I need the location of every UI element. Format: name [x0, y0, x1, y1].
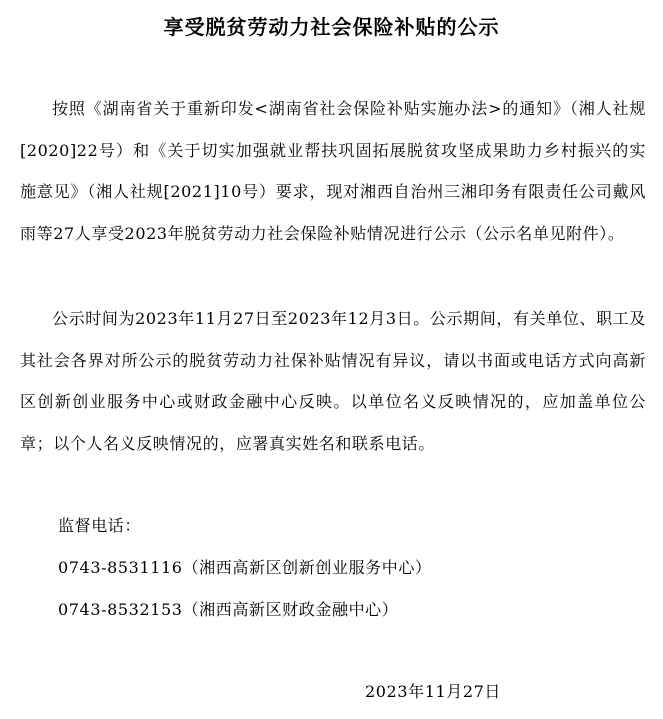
document-title: 享受脱贫劳动力社会保险补贴的公示 — [163, 15, 500, 39]
paragraph-basis: 按照《湖南省关于重新印发<湖南省社会保险补贴实施办法>的通知》（湘人社规[2020]22号）和《关于切实加强就业帮扶巩固拓展脱贫攻坚成果助力乡村振兴的实施意见》（湘人社规[2021]10号）要求，现对湘西自治州三湘印务有限责任公司戴风雨等27人享受2023年脱贫劳动力社会保险补贴情况进行公示（公示名单见附件）。 — [20, 99, 646, 243]
supervision-label: 监督电话： — [58, 516, 142, 535]
phone-line-finance-center: 0743-8532153（湘西高新区财政金融中心） — [58, 600, 399, 619]
issue-date: 2023年11月27日 — [365, 682, 502, 701]
phone-line-innovation-center: 0743-8531116（湘西高新区创新创业服务中心） — [58, 558, 432, 577]
paragraph-period: 公示时间为2023年11月27日至2023年12月3日。公示期间，有关单位、职工及其社会各界对所公示的脱贫劳动力社保补贴情况有异议，请以书面或电话方式向高新区创新创业服务中心或财政金融中心反映。以单位名义反映情况的，应加盖单位公章；以个人名义反映情况的，应署真实姓名和联系电话。 — [20, 309, 646, 453]
